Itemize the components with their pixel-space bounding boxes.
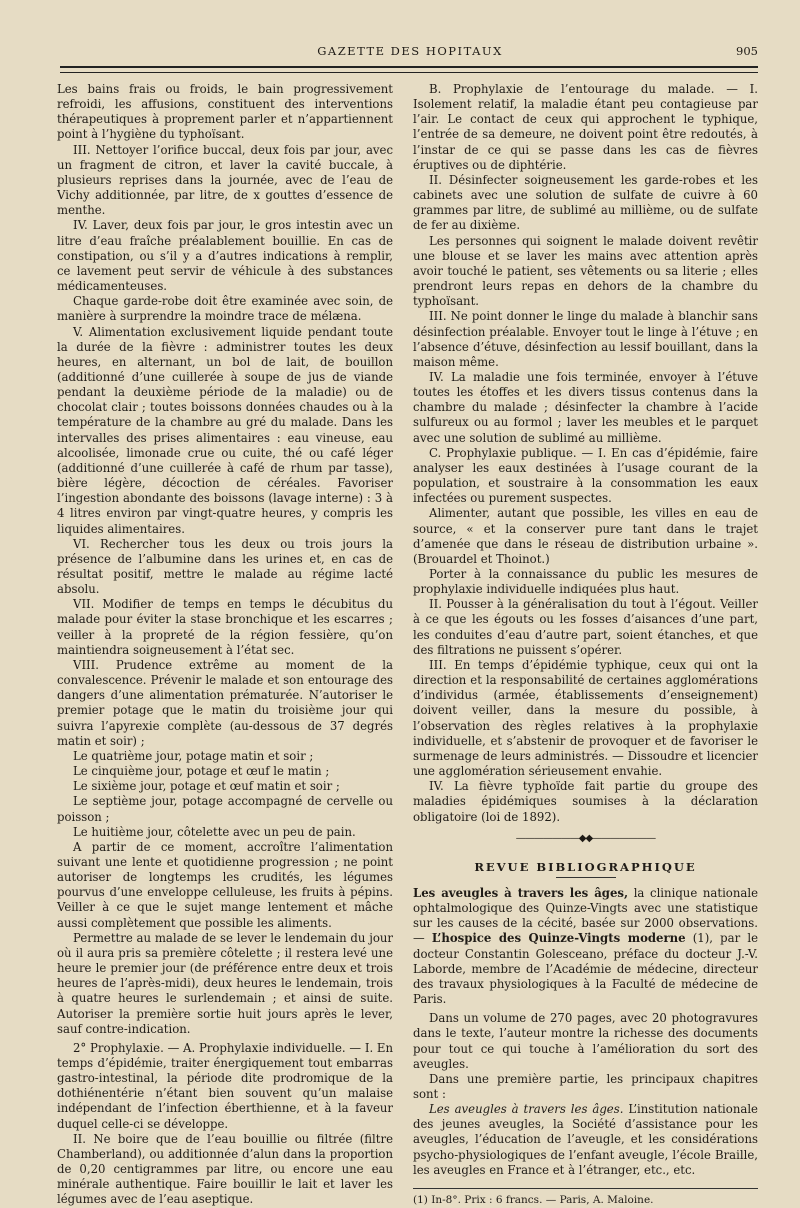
paragraph: Le quatrième jour, potage matin et soir ; xyxy=(73,748,314,763)
entry-text: (1), par le docteur Constantin Golesceano, préface du docteur J.-V. Laborde, membre de l’Académie de médecine, directeur des travaux physiologiques à la Faculté de médecine de Paris. xyxy=(413,931,758,1007)
header-rule-thin xyxy=(60,72,758,73)
paragraph: Porter à la connaissance du public les mesures de prophylaxie individuelle indiquées plus haut. xyxy=(413,567,758,597)
paragraph: Chaque garde-robe doit être examinée avec soin, de manière à surprendre la moindre trace de mélæna. xyxy=(57,294,393,324)
paragraph: II. Ne boire que de l’eau bouillie ou filtrée (filtre Chamberland), ou additionnée d’alun dans la proportion de 0,20 centigrammes par litre, ou encore une eau minérale authentique. Faire bouillir le lait et laver les légumes avec de l’eau aseptique. xyxy=(57,1131,393,1207)
paragraph xyxy=(413,1102,758,1178)
paragraph: Les bains frais ou froids, le bain progressivement refroidi, les affusions, constituent des interventions thérapeutiques à proprement parler et n’appartiennent point à l’hygiène du typhoïsant. xyxy=(57,82,393,142)
heading-rule xyxy=(556,877,616,878)
paragraph: VIII. Prudence extrême au moment de la convalescence. Prévenir le malade et son entourage des dangers d’une alimentation prématurée. N’autoriser le premier potage que le matin du troisième jour qui suivra l’apyrexie complète (au-dessous de 37 degrés matin et soir) ; xyxy=(57,657,393,748)
paragraph: II. Désinfecter soigneusement les garde-robes et les cabinets avec une solution de sulfate de cuivre à 60 grammes par litre, de sublimé au millième, ou de sulfate de fer au dixième. xyxy=(413,172,758,233)
paragraph: Les personnes qui soignent le malade doivent revêtir une blouse et se laver les mains avec attention après avoir touché le patient, ses vêtements ou sa literie ; elles prendront leurs repas en dehors de la chambre du typhoïsant. xyxy=(413,233,758,309)
entry-text: la clinique nationale ophtalmologique des Quinze-Vingts avec une statistique sur les causes de la cécité, basée sur 2000 observations. — xyxy=(413,885,758,946)
paragraph: Le septième jour, potage accompagné de cervelle ou poisson ; xyxy=(57,794,393,824)
footnote-rule xyxy=(413,1188,758,1189)
paragraph: Permettre au malade de se lever le lendemain du jour où il aura pris sa première côtelette ; il restera levé une heure le premier jour (de préférence entre deux et trois heures de l’après-midi), deux heures le lendemain, trois à quatre heures le surlendemain ; et ainsi de suite. Autoriser la première sortie huit jours après le lever, sauf contre-indication. xyxy=(57,930,393,1036)
paragraph: 2° Prophylaxie. — A. Prophylaxie individuelle. — I. En temps d’épidémie, traiter énergiquement tout embarras gastro-intestinal, la période dite prodromique de la dothiénentérie n’étant bien souvent qu’un malaise indépendant de l’infection éberthienne, et à la faveur duquel celle-ci se développe. xyxy=(57,1040,393,1131)
paragraph: A partir de ce moment, accroître l’alimentation suivant une lente et quotidienne progression ; ne point autoriser de longtemps les crudités, les légumes pourvus d’une enveloppe celluleuse, les fruits à pépins. Veiller à ce que le sujet mange lentement et mâche aussi complètement que possible les aliments. xyxy=(57,839,393,930)
entry-title: Les aveugles à travers les âges, xyxy=(413,885,629,900)
paragraph: III. Nettoyer l’orifice buccal, deux fois par jour, avec un fragment de citron, et laver la cavité buccale, à plusieurs reprises dans la journée, avec de l’eau de Vichy additionnée, par litre, de x gouttes d’essence de menthe. xyxy=(57,142,393,218)
header-rule xyxy=(60,66,758,68)
paragraph: C. Prophylaxie publique. — I. En cas d’épidémie, faire analyser les eaux destinées à l’usage courant de la population, et soustraire à la consommation les eaux infectées ou purement suspectes. xyxy=(413,445,758,506)
paragraph: III. En temps d’épidémie typhique, ceux qui ont la direction et la responsabilité de certaines agglomérations d’individus (armée, établissements d’enseignement) doivent veiller, dans la mesure du possible, à l’observation des règles relatives à la prophylaxie individuelle, et s’abstenir de provoquer et de favoriser le surmenage de leurs administrés. — Dissoudre et licencier une agglomération sérieusement envahie. xyxy=(413,657,758,779)
paragraph: Le sixième jour, potage et œuf matin et soir ; xyxy=(73,779,340,794)
paragraph: Le cinquième jour, potage et œuf le matin ; xyxy=(73,764,330,779)
paragraph: Dans une première partie, les principaux chapitres sont : xyxy=(413,1071,758,1101)
paragraph: Dans un volume de 270 pages, avec 20 photogravures dans le texte, l’auteur montre la richesse des documents pour tout ce qui touche à l’amélioration du sort des aveugles. xyxy=(413,1011,758,1071)
paragraph: IV. La fièvre typhoïde fait partie du groupe des maladies épidémiques soumises à la déclaration obligatoire (loi de 1892). xyxy=(413,779,758,824)
paragraph: IV. La maladie une fois terminée, envoyer à l’étuve toutes les étoffes et les divers tissus contenus dans la chambre du malade ; désinfecter la chambre à l’acide sulfureux ou au formol ; laver les meubles et le parquet avec une solution de sublimé au millième. xyxy=(413,369,758,445)
paragraph: VII. Modifier de temps en temps le décubitus du malade pour éviter la stase bronchique et les escarres ; veiller à la propreté de la région fessière, qu’on maintiendra soigneusement à l’état sec. xyxy=(57,597,393,657)
entry-title: L’hospice des Quinze-Vingts moderne xyxy=(431,931,686,946)
page-number: 905 xyxy=(736,44,758,58)
left-column xyxy=(57,82,393,1208)
paragraph: VI. Rechercher tous les deux ou trois jours la présence de l’albumine dans les urines et, en cas de résultat positif, mettre le malade au régime lacté absolu. xyxy=(57,536,393,597)
section-ornament: ———————◆◆——————— xyxy=(515,832,656,844)
paragraph: II. Pousser à la généralisation du tout à l’égout. Veiller à ce que les égouts ou les fosses d’aisances d’une part, les conduites d’eau d’autre part, soient étanches, et que des filtrations ne puissent s’opérer. xyxy=(413,597,758,657)
paragraph: Alimenter, autant que possible, les villes en eau de source, « et la conserver pure tant dans le trajet d’amenée que dans le réseau de distribution urbaine ». (Brouardel et Thoinot.) xyxy=(413,506,758,566)
footnote: (1) In-8°. Prix : 6 francs. — Paris, A. Maloine. xyxy=(413,1193,654,1206)
review-entry xyxy=(413,886,758,1007)
italic-title: Les aveugles à travers les âges. xyxy=(429,1102,624,1117)
paragraph: B. Prophylaxie de l’entourage du malade. — I. Isolement relatif, la maladie étant peu contagieuse par l’air. Le contact de ceux qui approchent le typhique, l’entrée de sa demeure, ne doivent point être redoutés, à l’instar de ce qui se passe dans les cas de fièvres éruptives ou de diphtérie. xyxy=(413,82,758,172)
paragraph-text: L’institution nationale des jeunes aveugles, la Société d’assistance pour les aveugles, l’éducation de l’aveugle, et les considérations psycho-physiologiques de l’enfant aveugle, l’école Braille, les aveugles en France et à l’étranger, etc., etc. xyxy=(413,1102,758,1177)
paragraph: Le huitième jour, côtelette avec un peu de pain. xyxy=(73,824,356,839)
right-column xyxy=(413,82,758,1208)
paragraph: IV. Laver, deux fois par jour, le gros intestin avec un litre d’eau fraîche préalablement bouillie. En cas de constipation, ou s’il y a d’autres indications à remplir, ce lavement peut servir de véhicule à des substances médicamenteuses. xyxy=(57,218,393,294)
paragraph: III. Ne point donner le linge du malade à blanchir sans désinfection préalable. Envoyer tout le linge à l’étuve ; en l’absence d’étuve, désinfection au lessif bouillant, dans la maison même. xyxy=(413,309,758,369)
running-title: GAZETTE DES HOPITAUX xyxy=(317,44,503,58)
paragraph: V. Alimentation exclusivement liquide pendant toute la durée de la fièvre : administrer toutes les deux heures, en alternant, un bol de lait, de bouillon (additionné d’une cuillerée à soupe de jus de viande pendant la deuxième période de la maladie) ou de chocolat clair ; toutes boissons données chaudes ou à la température de la chambre au gré du malade. Dans les intervalles des prises alimentaires : eau vineuse, eau alcoolisée, limonade crue ou cuite, thé ou café léger (additionné d’une cuillerée à café de rhum par tasse), bière légère, décoction de céréales. Favoriser l’ingestion abondante des boissons (lavage interne) : 3 à 4 litres environ par vingt-quatre heures, y compris les liquides alimentaires. xyxy=(57,324,393,536)
review-heading: REVUE BIBLIOGRAPHIQUE xyxy=(474,859,697,874)
